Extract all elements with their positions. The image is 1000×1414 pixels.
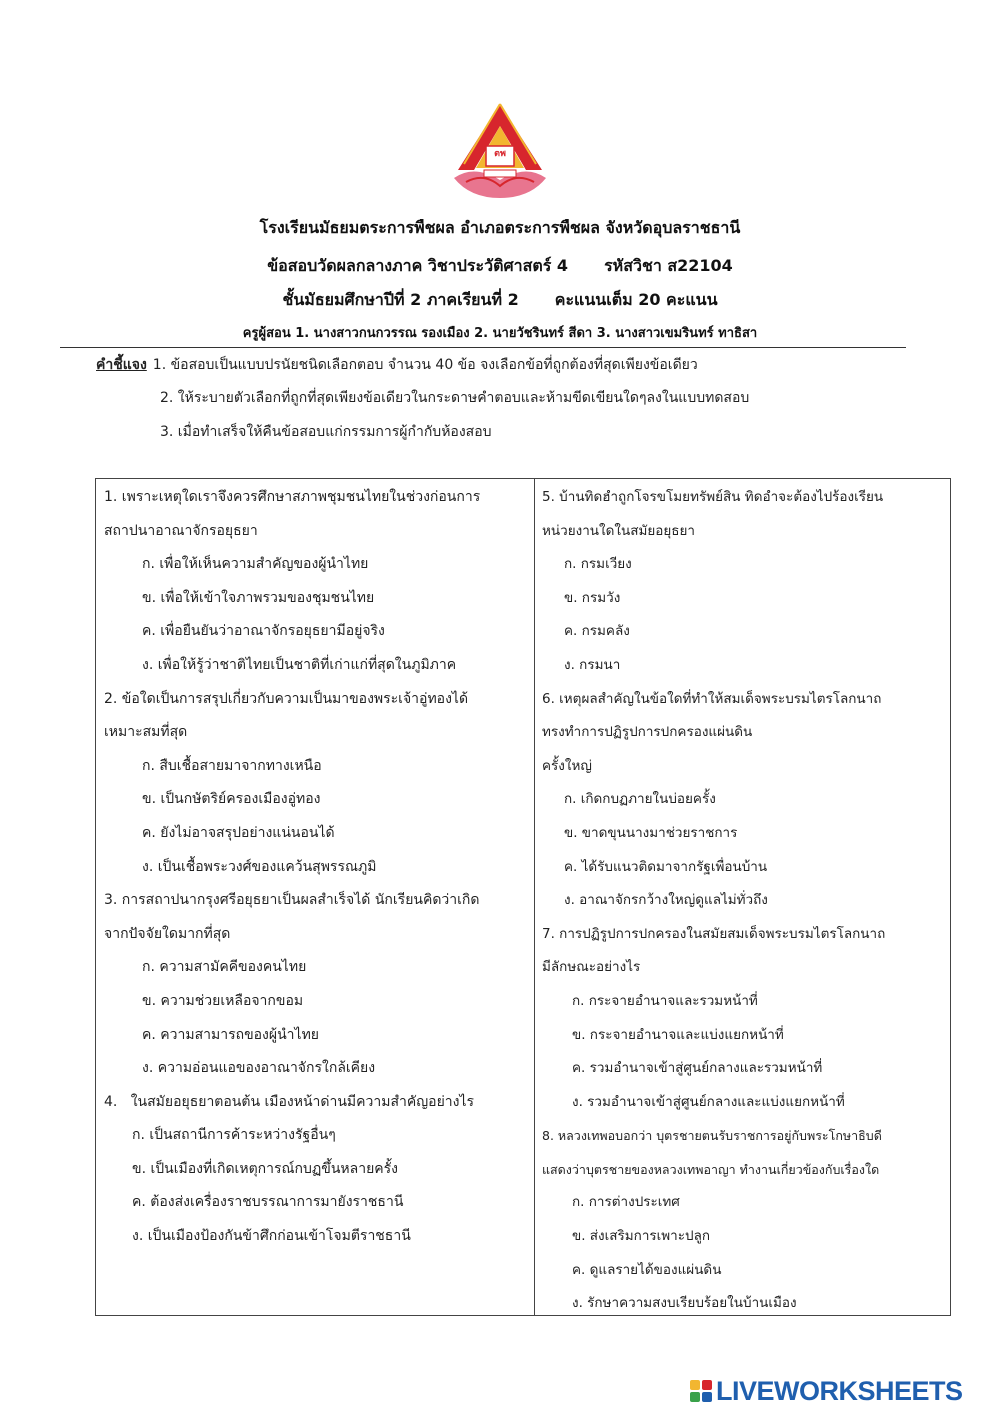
instruction-2: 2. ให้ระบายตัวเลือกที่ถูกที่สุดเพียงข้อเดียวในกระดาษคำตอบและห้ามขีดเขียนใดๆลงในแบบทดสอบ: [160, 390, 750, 406]
question-text: 1. เพราะเหตุใดเราจึงควรศึกษาสภาพชุมชนไทยในช่วงก่อนการ: [104, 489, 481, 505]
answer-option: ก. กระจายอำนาจและรวมหน้าที่: [572, 992, 758, 1009]
full-score: คะแนนเต็ม 20 คะแนน: [554, 290, 718, 309]
answer-option: ข. ความช่วยเหลือจากขอม: [142, 992, 304, 1009]
instruction-1-text: 1. ข้อสอบเป็นแบบปรนัยชนิดเลือกตอบ จำนวน 40 ข้อ จงเลือกข้อที่ถูกต้องที่สุดเพียงข้อเดียว: [152, 357, 698, 373]
answer-option: ค. กรมคลัง: [564, 623, 630, 640]
answer-option: ค. ได้รับแนวติดมาจากรัฐเพื่อนบ้าน: [564, 858, 768, 875]
question-text: เหมาะสมที่สุด: [104, 724, 188, 741]
answer-option: ง. รักษาความสงบเรียบร้อยในบ้านเมือง: [572, 1295, 797, 1312]
answer-option: ค. ความสามารถของผู้นำไทย: [142, 1026, 319, 1043]
question-text: 2. ข้อใดเป็นการสรุปเกี่ยวกับความเป็นมาของพระเจ้าอู่ทองได้: [104, 690, 469, 707]
answer-option: ก. เป็นสถานีการค้าระหว่างรัฐอื่นๆ: [132, 1127, 336, 1144]
emblem-monogram: ตพ: [494, 149, 506, 159]
answer-option: ก. เพื่อให้เห็นความสำคัญของผู้นำไทย: [142, 556, 369, 573]
answer-option: ง. เป็นเมืองป้องกันข้าศึกก่อนเข้าโจมตีราชธานี: [132, 1228, 411, 1245]
question-text: สถาปนาอาณาจักรอยุธยา: [104, 522, 258, 539]
question-text: แสดงว่าบุตรชายของหลวงเทพอาญา ทำงานเกี่ยวข้องกับเรื่องใด: [542, 1161, 880, 1177]
question-text: หน่วยงานใดในสมัยอยุธยา: [542, 522, 695, 539]
answer-option: ค. รวมอำนาจเข้าสู่ศูนย์กลางและรวมหน้าที่: [572, 1060, 823, 1077]
question-text: ทรงทำการปฏิรูปการปกครองแผ่นดิน: [542, 724, 753, 741]
answer-option: ง. รวมอำนาจเข้าสู่ศูนย์กลางและแบ่งแยกหน้าที่: [572, 1093, 845, 1110]
subject-code: รหัสวิชา ส22104: [604, 256, 733, 275]
answer-option: ก. กรมเวียง: [564, 556, 632, 573]
exam-title: ข้อสอบวัดผลกลางภาค วิชาประวัติศาสตร์ 4: [267, 256, 569, 275]
answer-option: ข. เพื่อให้เข้าใจภาพรวมของชุมชนไทย: [142, 589, 375, 606]
question-text: จากปัจจัยใดมากที่สุด: [104, 925, 231, 942]
answer-option: ง. ความอ่อนแอของอาณาจักรใกล้เคียง: [142, 1060, 376, 1077]
brand-text: LIVEWORKSHEETS: [716, 1375, 963, 1406]
instruction-1: [96, 354, 698, 376]
question-text: 6. เหตุผลสำคัญในข้อใดที่ทำให้สมเด็จพระบรมไตรโลกนาถ: [542, 690, 882, 707]
question-text: มีลักษณะอย่างไร: [542, 959, 641, 976]
liveworksheets-logo-icon: [690, 1380, 712, 1402]
answer-option: ข. กระจายอำนาจและแบ่งแยกหน้าที่: [572, 1026, 784, 1043]
left-column: [104, 481, 530, 1254]
question-text: ครั้งใหญ่: [542, 757, 592, 774]
answer-option: ข. ขาดขุนนางมาช่วยราชการ: [564, 824, 738, 841]
answer-option: ค. เพื่อยืนยันว่าอาณาจักรอยุธยามีอยู่จริง: [142, 623, 385, 640]
question-text: 5. บ้านทิดฮำถูกโจรขโมยทรัพย์สิน ทิดอำจะต้องไปร้องเรียน: [542, 489, 884, 505]
answer-option: ก. การต่างประเทศ: [572, 1194, 680, 1211]
question-text: 3. การสถาปนากรุงศรีอยุธยาเป็นผลสำเร็จได้ นักเรียนคิดว่าเกิด: [104, 892, 480, 909]
answer-option: ก. เกิดกบฏภายในบ่อยครั้ง: [564, 791, 716, 808]
answer-option: ค. ต้องส่งเครื่องราชบรรณาการมายังราชธานี: [132, 1194, 404, 1211]
answer-option: ง. อาณาจักรกว้างใหญ่ดูแลไม่ทั่วถึง: [564, 892, 768, 909]
right-column: [542, 481, 946, 1321]
answer-option: ค. ยังไม่อาจสรุปอย่างแน่นอนได้: [142, 824, 335, 841]
answer-option: ข. ส่งเสริมการเพาะปลูก: [572, 1228, 711, 1245]
answer-option: ง. เพื่อให้รู้ว่าชาติไทยเป็นชาติที่เก่าแก่ที่สุดในภูมิภาค: [142, 656, 457, 673]
question-text: 7. การปฏิรูปการปกครองในสมัยสมเด็จพระบรมไตรโลกนาถ: [542, 925, 886, 942]
answer-option: ก. ความสามัคคีของคนไทย: [142, 959, 307, 976]
answer-option: ข. เป็นเมืองที่เกิดเหตุการณ์กบฏขึ้นหลายครั้ง: [132, 1160, 398, 1177]
header-divider: [60, 347, 906, 348]
question-text: 4. ในสมัยอยุธยาตอนต้น เมืองหน้าด่านมีความสำคัญอย่างไร: [104, 1093, 475, 1110]
instruction-3: 3. เมื่อทำเสร็จให้คืนข้อสอบแก่กรรมการผู้กำกับห้องสอบ: [160, 424, 492, 440]
instruction-lead: คำชี้แจง: [96, 357, 147, 373]
teachers-line: ครูผู้สอน 1. นางสาวกนกวรรณ รองเมือง 2. นายวัชรินทร์ สีดา 3. นางสาวเขมรินทร์ ทาธิสา: [242, 326, 758, 341]
question-text: 8. หลวงเทพอบอกว่า บุตรชายตนรับราชการอยู่กับพระโกษาธิบดี: [542, 1128, 882, 1144]
answer-option: ก. สืบเชื้อสายมาจากทางเหนือ: [142, 757, 322, 774]
grade-term: ชั้นมัธยมศึกษาปีที่ 2 ภาคเรียนที่ 2: [282, 290, 519, 309]
answer-option: ค. ดูแลรายได้ของแผ่นดิน: [572, 1261, 722, 1278]
liveworksheets-watermark: [690, 1376, 963, 1406]
grade-line: [0, 288, 1000, 313]
school-name: โรงเรียนมัธยมตระการพืชผล อำเภอตระการพืชผล จังหวัดอุบลราชธานี: [259, 218, 741, 237]
exam-title-line: [0, 254, 1000, 279]
answer-option: ข. เป็นกษัตริย์ครองเมืองอู่ทอง: [142, 791, 321, 808]
column-divider: [534, 478, 535, 1316]
answer-option: ง. กรมนา: [564, 656, 621, 673]
answer-option: ง. เป็นเชื้อพระวงศ์ของแคว้นสุพรรณภูมิ: [142, 858, 377, 875]
answer-option: ข. กรมวัง: [564, 589, 621, 606]
